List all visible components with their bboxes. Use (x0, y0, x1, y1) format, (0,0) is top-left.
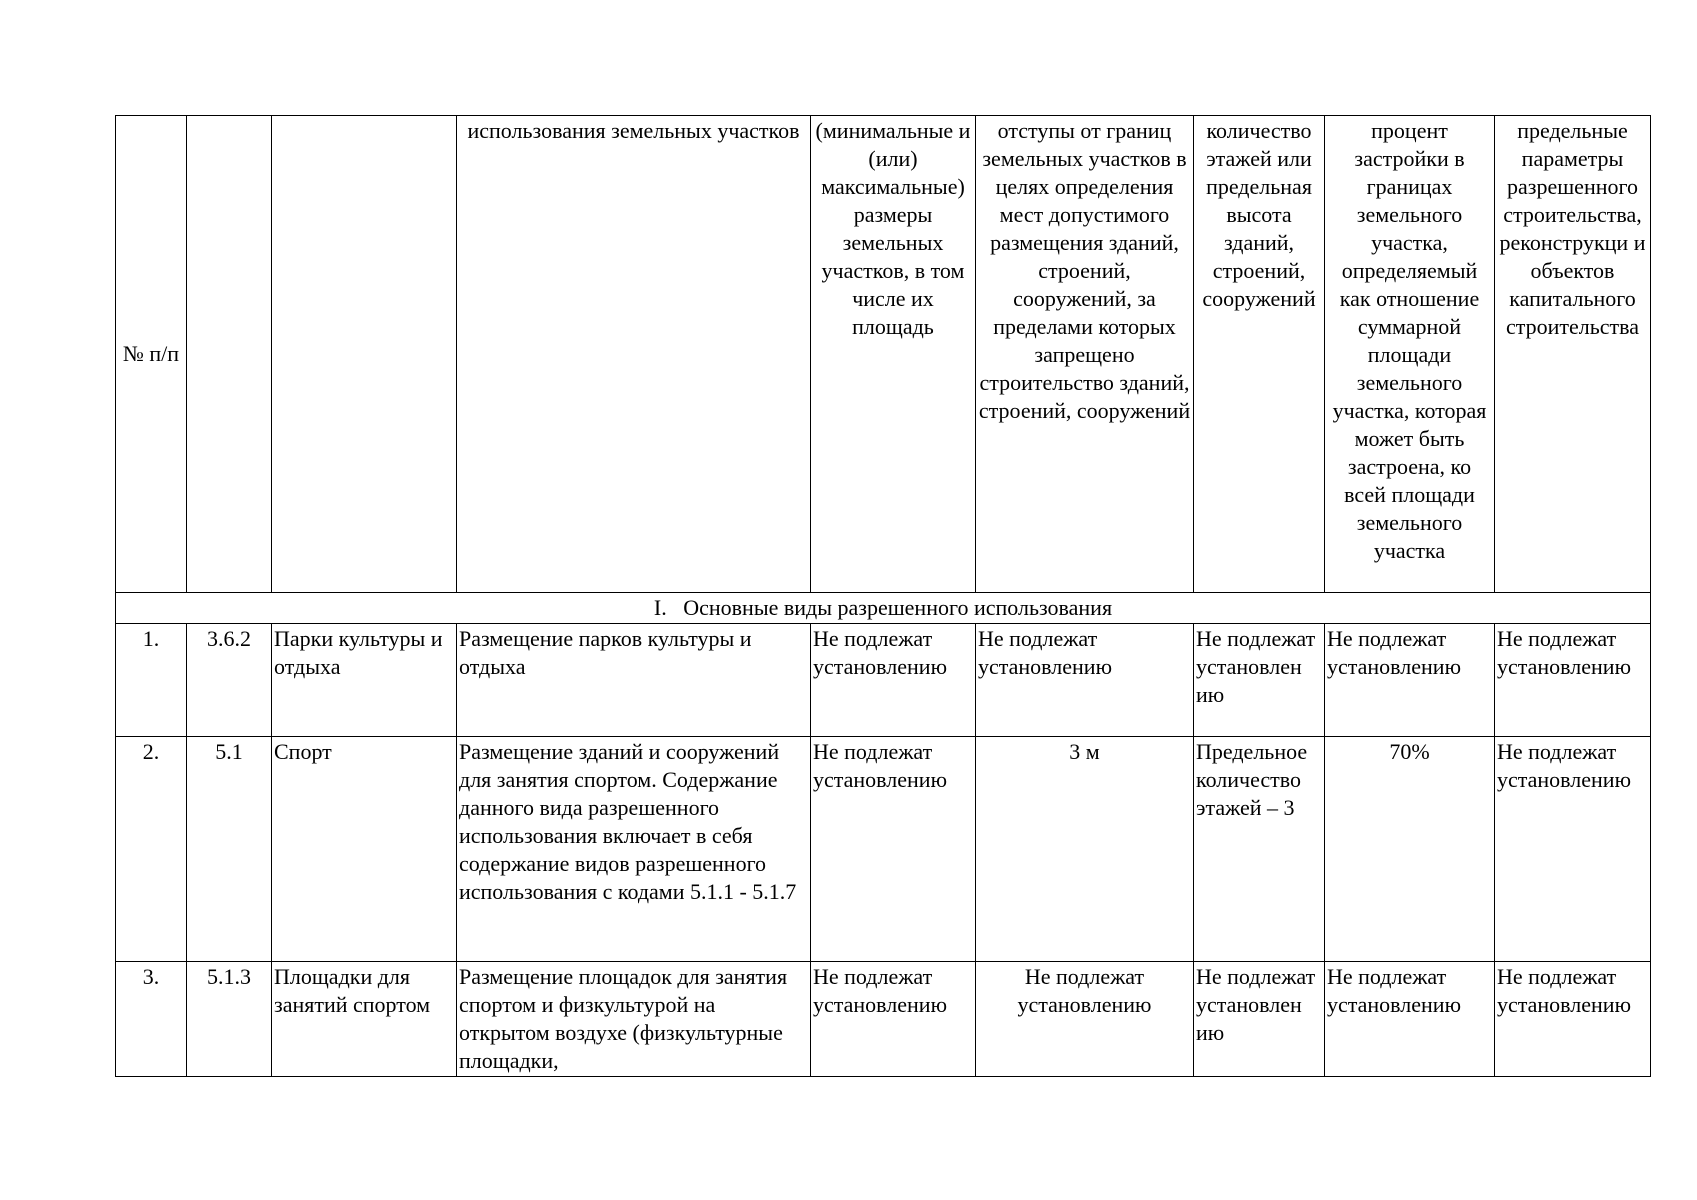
header-coverage: процент застройки в границах земельного участка, определяемый как отношение суммарной площади земельного участка, которая может быть застроена, ко всей площади земельного участка (1325, 116, 1495, 593)
row-plot-size: Не подлежат установлению (811, 624, 976, 737)
row-coverage: Не подлежат установлению (1325, 962, 1495, 1077)
row-code: 5.1.3 (187, 962, 272, 1077)
row-limits: Не подлежат установлению (1495, 624, 1651, 737)
header-floors: количество этажей или предельная высота зданий, строений, сооружений (1194, 116, 1325, 593)
row-setbacks: Не подлежат установлению (976, 624, 1194, 737)
row-description: Размещение площадок для занятия спортом и физкультурой на открытом воздухе (физкультурные площадки, (457, 962, 811, 1077)
row-name: Спорт (272, 737, 457, 962)
land-use-table (115, 115, 1651, 1077)
row-limits: Не подлежат установлению (1495, 737, 1651, 962)
header-code (187, 116, 272, 593)
row-num: 3. (116, 962, 187, 1077)
header-num: № п/п (116, 116, 187, 593)
row-setbacks: Не подлежат установлению (976, 962, 1194, 1077)
table-row (116, 962, 1651, 1077)
row-code: 5.1 (187, 737, 272, 962)
row-description: Размещение парков культуры и отдыха (457, 624, 811, 737)
row-floors: Предельное количество этажей – 3 (1194, 737, 1325, 962)
row-num: 2. (116, 737, 187, 962)
row-floors: Не подлежат установлен ию (1194, 624, 1325, 737)
row-plot-size: Не подлежат установлению (811, 962, 976, 1077)
header-plot-size: (минимальные и (или) максимальные) размеры земельных участков, в том числе их площадь (811, 116, 976, 593)
table-header-row (116, 116, 1651, 593)
row-coverage: Не подлежат установлению (1325, 624, 1495, 737)
row-coverage: 70% (1325, 737, 1495, 962)
row-limits: Не подлежат установлению (1495, 962, 1651, 1077)
row-plot-size: Не подлежат установлению (811, 737, 976, 962)
row-setbacks: 3 м (976, 737, 1194, 962)
row-name: Площадки для занятий спортом (272, 962, 457, 1077)
header-limits: предельные параметры разрешенного строительства, реконструкци и объектов капитального строительства (1495, 116, 1651, 593)
section-row (116, 593, 1651, 624)
row-description: Размещение зданий и сооружений для занятия спортом. Содержание данного вида разрешенного использования включает в себя содержание видов разрешенного использования с кодами 5.1.1 - 5.1.7 (457, 737, 811, 962)
row-name: Парки культуры и отдыха (272, 624, 457, 737)
row-num: 1. (116, 624, 187, 737)
header-description: использования земельных участков (457, 116, 811, 593)
table-row (116, 624, 1651, 737)
table-row (116, 737, 1651, 962)
row-code: 3.6.2 (187, 624, 272, 737)
header-name (272, 116, 457, 593)
row-floors: Не подлежат установлен ию (1194, 962, 1325, 1077)
header-setbacks: отступы от границ земельных участков в целях определения мест допустимого размещения зданий, строений, сооружений, за пределами которых запрещено строительство зданий, строений, сооружений (976, 116, 1194, 593)
section-title: I. Основные виды разрешенного использования (116, 593, 1651, 624)
